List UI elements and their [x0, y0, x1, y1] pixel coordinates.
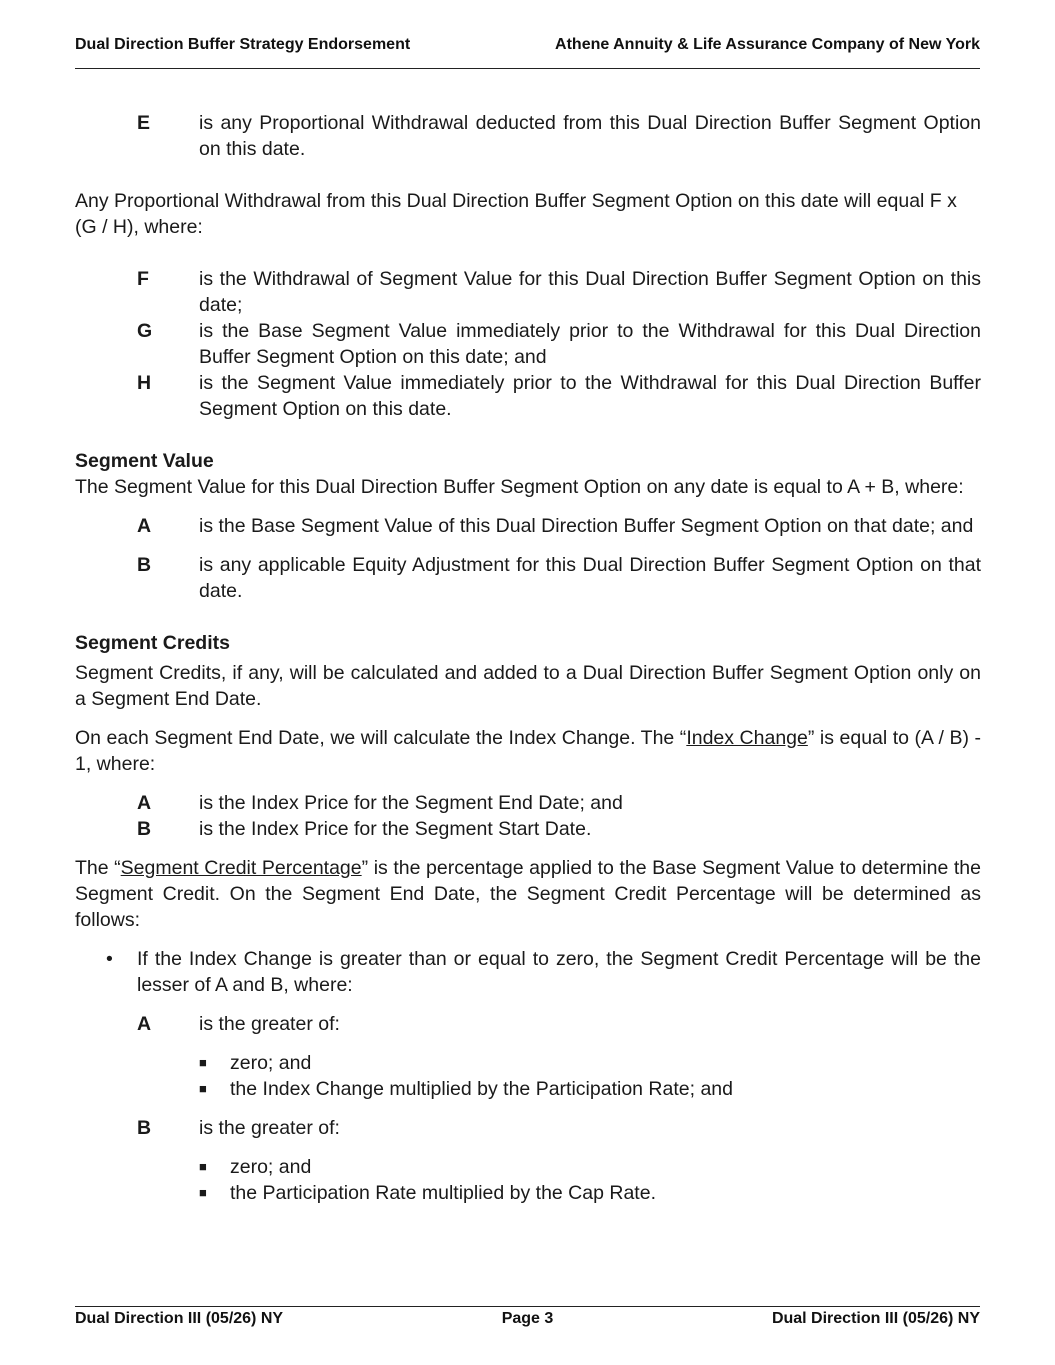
text-fragment: ” is equal to (A / B) - 1, where:: [75, 727, 981, 775]
segment-credits-paragraph: Segment Credits, if any, will be calculated and added to a Dual Direction Buffer Segment Option only on a Segment End Date.: [75, 662, 981, 710]
definition-text: is the Withdrawal of Segment Value for this Dual Direction Buffer Segment Option on this date;: [199, 268, 981, 316]
text-fragment: The “: [75, 857, 121, 879]
definition-text: is the Base Segment Value of this Dual Direction Buffer Segment Option on that date; and: [199, 515, 974, 537]
definition-item-h: [75, 370, 981, 422]
sub-bullet-item: [199, 1050, 981, 1076]
definition-item-f: [75, 266, 981, 318]
bullet-item: [106, 946, 981, 998]
credit-item-a: [75, 1011, 981, 1037]
segment-credit-percentage-paragraph: [75, 855, 981, 933]
square-bullet-icon: ■: [199, 1055, 207, 1070]
square-bullet-icon: ■: [199, 1185, 207, 1200]
segment-credit-percentage-term: Segment Credit Percentage: [120, 857, 362, 879]
definition-text: is the Segment Value immediately prior to the Withdrawal for this Dual Direction Buffer Segment Option on this date.: [199, 372, 981, 420]
definition-text: is the greater of:: [199, 1013, 340, 1035]
definition-item-e: [75, 110, 981, 162]
sub-bullet-text: the Index Change multiplied by the Participation Rate; and: [230, 1078, 733, 1100]
definition-label: B: [137, 818, 152, 840]
segment-value-heading: Segment Value: [75, 450, 214, 472]
credit-item-b: [75, 1115, 981, 1141]
definition-label: G: [137, 320, 153, 342]
definition-label: A: [137, 515, 152, 537]
definition-item-g: [75, 318, 981, 370]
definition-text: is any Proportional Withdrawal deducted from this Dual Direction Buffer Segment Option on this date.: [199, 112, 981, 160]
sub-bullet-text: zero; and: [230, 1052, 312, 1074]
text-fragment: On each Segment End Date, we will calculate the Index Change. The “: [75, 727, 687, 749]
square-bullet-icon: ■: [199, 1081, 207, 1096]
definition-label: B: [137, 554, 152, 576]
definition-label: E: [137, 112, 151, 134]
definition-label: A: [137, 1013, 152, 1035]
definition-text: is any applicable Equity Adjustment for this Dual Direction Buffer Segment Option on that date.: [199, 554, 981, 602]
footer-form-number-right: Dual Direction III (05/26) NY: [771, 1310, 980, 1327]
segment-value-item-a: [75, 513, 981, 539]
page-number: Page 3: [501, 1310, 554, 1327]
index-item-b: [75, 816, 981, 842]
sub-bullet-text: the Participation Rate multiplied by the Cap Rate.: [230, 1182, 656, 1204]
bullet-icon: •: [106, 948, 113, 970]
header-title: Dual Direction Buffer Strategy Endorsement: [75, 36, 411, 53]
definition-text: is the Index Price for the Segment End Date; and: [199, 792, 623, 814]
segment-credits-heading: Segment Credits: [75, 632, 230, 654]
sub-bullet-item: [199, 1180, 981, 1206]
definition-text: is the greater of:: [199, 1117, 340, 1139]
sub-bullet-text: zero; and: [230, 1156, 312, 1178]
definition-label: F: [137, 268, 149, 290]
index-change-paragraph: [75, 725, 981, 777]
sub-bullet-item: [199, 1076, 981, 1102]
definition-text: is the Index Price for the Segment Start Date.: [199, 818, 592, 840]
definition-label: H: [137, 372, 152, 394]
definition-label: A: [137, 792, 152, 814]
header-company: Athene Annuity & Life Assurance Company of New York: [555, 36, 980, 53]
text-fragment: ” is the percentage applied to the Base Segment Value to determine the Segment Credit. On the Segment End Date, the Segment Credit Percentage will be determined as follows:: [75, 857, 981, 931]
index-change-term: Index Change: [686, 727, 808, 749]
square-bullet-icon: ■: [199, 1159, 207, 1174]
definition-text: is the Base Segment Value immediately prior to the Withdrawal for this Dual Direction Buffer Segment Option on this date; and: [199, 320, 981, 368]
bullet-text: If the Index Change is greater than or equal to zero, the Segment Credit Percentage will be the lesser of A and B, where:: [137, 948, 981, 996]
segment-value-item-b: [75, 552, 981, 604]
index-item-a: [75, 790, 981, 816]
page-footer: [75, 1306, 980, 1328]
sub-bullet-item: [199, 1154, 981, 1180]
footer-form-number-left: Dual Direction III (05/26) NY: [75, 1310, 284, 1327]
document-body: [75, 110, 981, 1206]
segment-value-intro: The Segment Value for this Dual Direction Buffer Segment Option on any date is equal to A + B, where:: [75, 476, 964, 498]
proportional-withdrawal-intro: Any Proportional Withdrawal from this Dual Direction Buffer Segment Option on this date will equal F x (G / H), where:: [75, 190, 957, 238]
definition-label: B: [137, 1117, 152, 1139]
page-header: [75, 36, 980, 69]
